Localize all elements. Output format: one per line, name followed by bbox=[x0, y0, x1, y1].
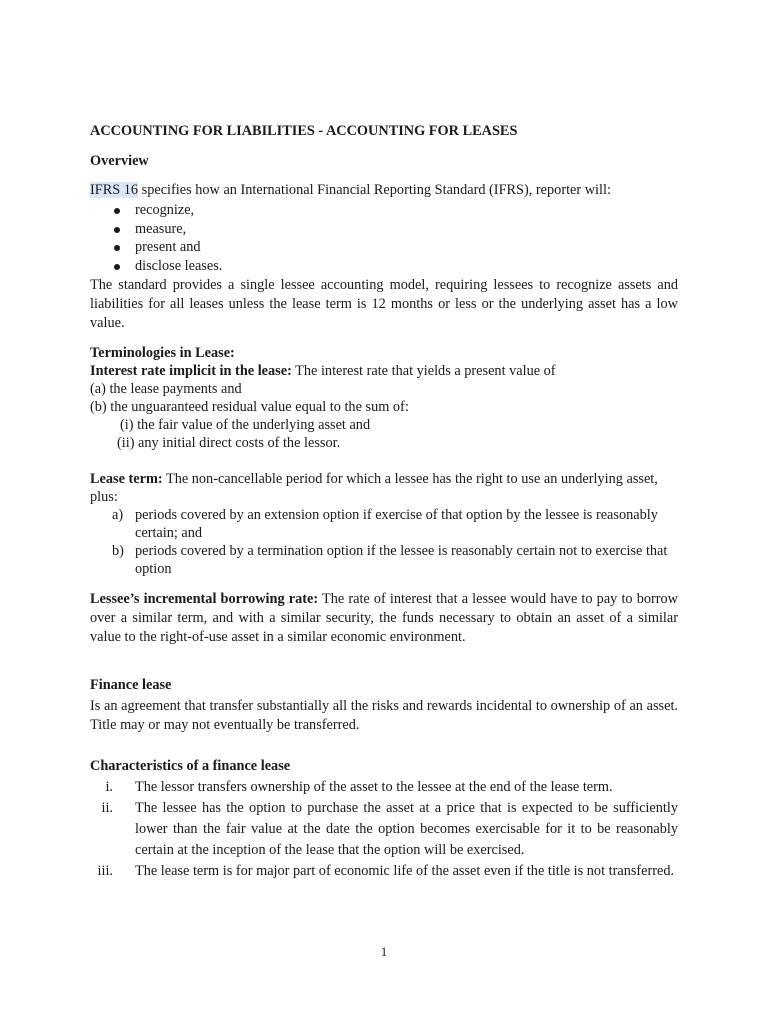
overview-paragraph: The standard provides a single lessee accounting model, requiring lessees to recognize assets and liabilities for all leases unless the lease term is 12 months or less or the underlying asset has a low value. bbox=[90, 277, 678, 331]
interest-rate-line-i: (i) the fair value of the underlying asset and bbox=[120, 417, 371, 433]
borrowing-rate-term: Lessee’s incremental borrowing rate: bbox=[90, 591, 319, 607]
bullet-icon bbox=[114, 245, 120, 251]
list-item: b) periods covered by a termination option if the lessee is reasonably certain not to exercise that option bbox=[112, 543, 668, 577]
list-item: recognize, bbox=[90, 201, 678, 220]
borrowing-rate-paragraph: Lessee’s incremental borrowing rate: The rate of interest that a lessee would have to pay to borrow over a similar term, and with a similar security, the funds necessary to obtain an asset of a similar value to the right-of-use asset in a similar economic environment. bbox=[90, 591, 678, 645]
finance-lease-heading: Finance lease bbox=[90, 677, 172, 693]
bullet-icon bbox=[114, 227, 120, 233]
terminologies-heading: Terminologies in Lease: bbox=[90, 345, 235, 361]
bullet-icon bbox=[114, 208, 120, 214]
lease-term-term: Lease term: bbox=[90, 471, 163, 487]
interest-rate-line-a: (a) the lease payments and bbox=[90, 381, 242, 397]
finance-lease-definition: Is an agreement that transfer substantially all the risks and rewards incidental to ownership of an asset. Title may or may not eventually be transferred. bbox=[90, 698, 678, 733]
list-item: disclose leases. bbox=[90, 257, 678, 276]
document-title: ACCOUNTING FOR LIABILITIES - ACCOUNTING FOR LEASES bbox=[90, 123, 518, 139]
overview-heading: Overview bbox=[90, 153, 149, 169]
list-item: measure, bbox=[90, 220, 678, 239]
interest-rate-line-ii: (ii) any initial direct costs of the lessor. bbox=[117, 435, 341, 451]
ifrs-16-link[interactable]: IFRS 16 bbox=[90, 182, 139, 198]
interest-rate-definition: Interest rate implicit in the lease: The interest rate that yields a present value of bbox=[90, 363, 556, 379]
overview-intro-text: specifies how an International Financial Reporting Standard (IFRS), reporter will: bbox=[138, 182, 611, 198]
list-item: a) periods covered by an extension option if exercise of that option by the lessee is reasonably certain; and bbox=[112, 507, 658, 541]
lease-term-section bbox=[90, 470, 678, 578]
list-item: i. The lessor transfers ownership of the asset to the lessee at the end of the lease term. bbox=[105, 779, 613, 795]
characteristics-list bbox=[90, 777, 678, 882]
overview-bullet-list bbox=[90, 201, 678, 275]
overview-intro bbox=[90, 182, 678, 199]
list-item: present and bbox=[90, 238, 678, 257]
bullet-icon bbox=[114, 264, 120, 270]
interest-rate-line-b: (b) the unguaranteed residual value equal to the sum of: bbox=[90, 399, 409, 415]
list-item: iii. The lease term is for major part of economic life of the asset even if the title is not transferred. bbox=[97, 863, 675, 879]
lease-term-definition: Lease term: The non-cancellable period for which a lessee has the right to use an underlying asset, plus: bbox=[90, 471, 658, 505]
list-item: ii. The lessee has the option to purchase the asset at a price that is expected to be sufficiently lower than the fair value at the date the option becomes exercisable for it to be reasonably certain at the inception of the lease that the option will be exercised. bbox=[101, 800, 678, 858]
interest-rate-term: Interest rate implicit in the lease: bbox=[90, 363, 292, 379]
characteristics-heading: Characteristics of a finance lease bbox=[90, 758, 291, 774]
interest-rate-section bbox=[90, 362, 678, 452]
page-number: 1 bbox=[380, 944, 388, 959]
